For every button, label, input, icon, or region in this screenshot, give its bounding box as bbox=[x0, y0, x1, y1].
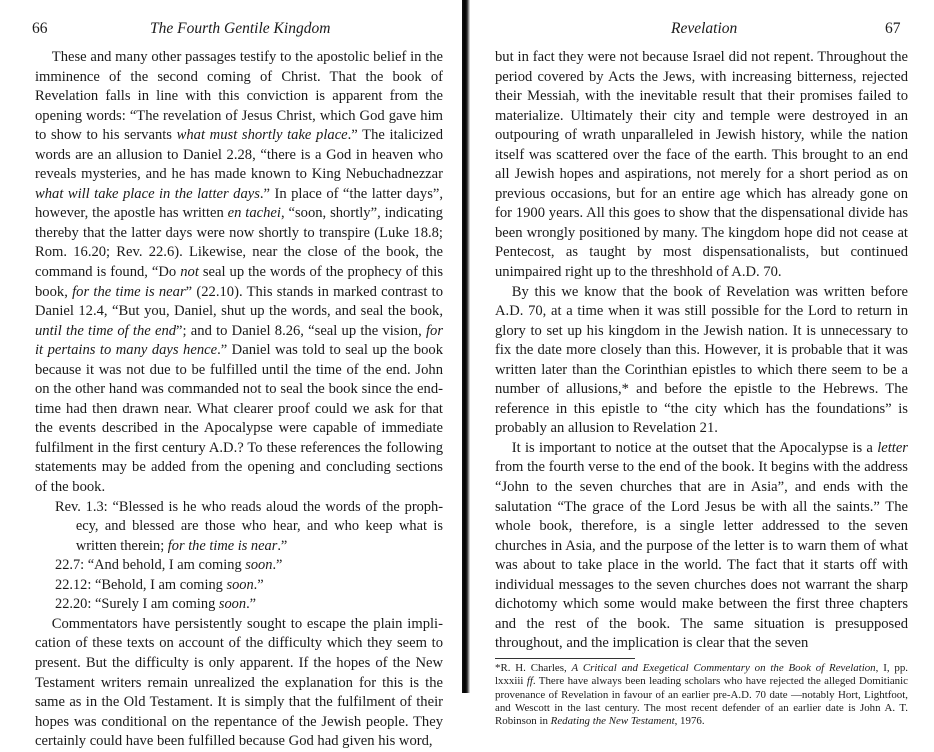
paragraph bbox=[495, 439, 908, 654]
italic-text: what will take place in the latter days bbox=[35, 185, 260, 202]
text-run: .” The italicized words are an allusion to Daniel 2.28, “there is a God in heaven who reveals mysteries, and he has made known to King Nebuchadnezzar bbox=[35, 127, 443, 183]
italic-text: not bbox=[180, 264, 199, 281]
left-page bbox=[0, 0, 462, 750]
text-run: , 1976. bbox=[674, 715, 705, 728]
paragraph bbox=[35, 48, 443, 498]
text-run: ” (22.10). This stands in marked contrast to Daniel 12.4, “But you, Daniel, shut up the words, and seal the book, bbox=[35, 283, 443, 320]
text-run: .” bbox=[277, 537, 288, 554]
page-body bbox=[35, 48, 443, 752]
italic-text: A Critical and Exegetical Commentary on the Book of Revelation bbox=[571, 661, 876, 674]
italic-text: en tachei bbox=[227, 205, 281, 222]
italic-text: for it pertains to many days hence bbox=[35, 322, 443, 359]
text-run: , I, pp. lxxxiii bbox=[495, 661, 908, 688]
text-run: .” bbox=[272, 557, 283, 574]
page-number: 67 bbox=[885, 20, 901, 37]
text-run: These and many other passages testify to the apostolic belief in the imminence of the second coming of Christ. That the book of Revelation falls in line with this conviction is apparent from the opening words: “The revelation of Jesus Christ, which God gave him to show to his servants bbox=[35, 49, 443, 144]
text-run: .” Daniel was told to seal up the book because it was not due to be fulfilled until the time of the end. John on the other hand was commanded not to seal the book since the end-time had then drawn near. What clearer proof could we ask for that the events described in the Apocalypse were capable of immediate fulfilment in the first century A.D.? To these references the following statements may be added from the opening and concluding sections of the book. bbox=[35, 342, 443, 496]
running-head-title: Revelation bbox=[671, 20, 738, 37]
page-body bbox=[495, 48, 908, 728]
italic-text: letter bbox=[877, 439, 908, 456]
text-run: 22.20: “Surely I am coming bbox=[55, 596, 219, 613]
italic-text: for the time is near bbox=[167, 537, 278, 554]
quote-line bbox=[55, 498, 443, 557]
footnote-rule bbox=[495, 658, 635, 659]
italic-text: for the time is near bbox=[72, 283, 186, 300]
text-run: .” bbox=[253, 576, 264, 593]
text-run: It is important to notice at the outset that the Apocalypse is a bbox=[511, 439, 878, 456]
text-run: , “soon, shortly”, indicating thereby that the latter days were now shortly to transpire (Luke 18.8; Rom. 16.20; Rev. 22.6). Likewise, near the close of the book, the command is found, “Do bbox=[35, 205, 443, 281]
text-run: 22.12: “Behold, I am coming bbox=[55, 576, 227, 593]
italic-text: until the time of the end bbox=[35, 322, 177, 339]
italic-text: ff bbox=[526, 675, 533, 688]
text-run: .” bbox=[246, 596, 257, 613]
text-run: *R. H. Charles, bbox=[495, 661, 572, 674]
italic-text: soon bbox=[245, 557, 273, 574]
italic-text: soon bbox=[218, 596, 247, 613]
paragraph: Commentators have persistently sought to escape the plain implication of these texts on account of the difficulty which they seem to present. But the difficulty is only apparent. If the hopes of the New Testament writers remain unrealized the explanation for this is the same as in the Old Testament. It is simply that the fulfilment of their hopes was conditional on the repentance of the Jewish people. They certainly could have been fulfilled because God had given his word, bbox=[35, 615, 443, 750]
block-quote bbox=[55, 498, 443, 615]
footnote bbox=[495, 662, 908, 728]
book-gutter bbox=[462, 0, 470, 693]
quote-line bbox=[55, 595, 443, 615]
italic-text: Redating the New Testament bbox=[550, 715, 675, 728]
text-run: ”; and to Daniel 8.26, “seal up the vision, bbox=[176, 322, 426, 339]
paragraph: By this we know that the book of Revelation was written before A.D. 70, at a time when it was still possible for the Lord to return in glory to set up his kingdom in the Jewish nation. It is unnecessary to fix the date more closely than this. However, it is probable that it was written later than the Corinthian epistles to which there seem to be a number of allusions,* and before the epistle to the Hebrews. The reference in this epistle to “the city which has the foundations” is probably an allusion to Revelation 21. bbox=[495, 283, 908, 437]
italic-text: what must shortly take place bbox=[176, 127, 348, 144]
quote-line bbox=[55, 576, 443, 596]
page-number: 66 bbox=[32, 20, 48, 37]
text-run: Rev. 1.3: “Blessed is he who reads aloud the words of the prophecy, and blessed are those who hear, and who keep what is written therein; bbox=[55, 498, 443, 554]
text-run: from the fourth verse to the end of the book. It begins with the address “John to the seven churches that are in Asia”, and ends with the salutation “The grace of the Lord Jesus be with all the saints.” The whole book, therefore, is a single letter addressed to the seven churches in Asia, and the purpose of the letter is to warn them of what was about to take place in the world. The fact that it starts off with individual messages to the seven churches does not warrant the sharp dichotomy which some would make between the first three chapters and the rest of the book. The same situation is presupposed throughout, and the implication is clear that the seven bbox=[495, 459, 908, 652]
text-run: .” In place of “the latter days”, however, the apostle has written bbox=[35, 185, 443, 222]
paragraph: but in fact they were not because Israel did not repent. Throughout the period covered by Acts the Jews, with increasing bitterness, rejected their Messiah, with the inevitable result that their promises failed to materialize. Ultimately their city and temple were destroyed in an outpouring of wrath unparalleled in Jewish history, while the nation itself was scattered over the face of the earth. This brought to an end all Jewish hopes and aspirations, not merely for a short period as on previous occasions, but for an entire age which has already gone on for 1900 years. All this goes to show that the dispensational divide has been wrongly positioned by many. The kingdom hope did not cease at Pentecost, as taught by most dispensationalists, but continued unimpaired right up to the threshhold of A.D. 70. bbox=[495, 49, 908, 281]
italic-text: soon bbox=[226, 576, 254, 593]
running-head-title: The Fourth Gentile Kingdom bbox=[150, 20, 331, 37]
quote-line bbox=[55, 556, 443, 576]
text-run: 22.7: “And behold, I am coming bbox=[55, 557, 246, 574]
footnote-text bbox=[495, 662, 908, 728]
right-page bbox=[470, 0, 934, 728]
text-run: seal up the words of the prophecy of this book, bbox=[35, 264, 443, 300]
text-run: . There have always been leading scholars who have rejected the alleged Domitianic provenance of Revelation in favour of an earlier pre-A.D. 70 date —notably Hort, Lightfoot, and Wescott in the last century. The most recent defender of an earlier date is John A. T. Robinson in bbox=[495, 675, 908, 728]
